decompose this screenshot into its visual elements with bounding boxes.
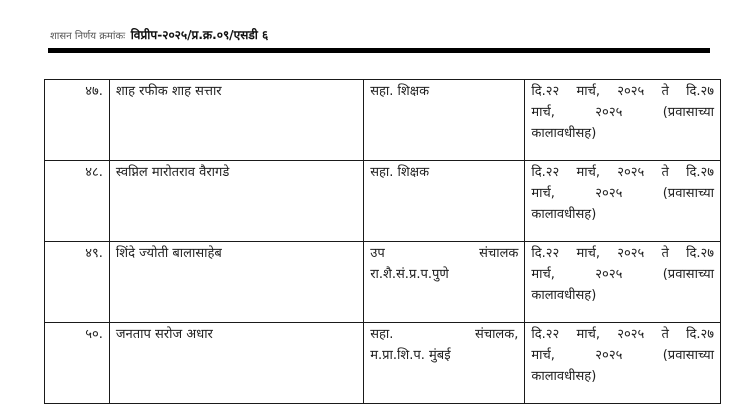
official-name: स्वप्निल मारोतराव वैरागडे xyxy=(109,161,363,242)
official-name: जनताप सरोज अधार xyxy=(109,323,363,404)
period-line: दि.२२ मार्च, २०२५ ते दि.२७ xyxy=(531,246,714,261)
document-header xyxy=(50,26,268,44)
table-row xyxy=(45,80,721,161)
resolution-number: विप्रीप-२०२५/प्र.क्र.०९/एसडी ६ xyxy=(130,28,269,42)
period-line: मार्च, २०२५ (प्रवासाच्या xyxy=(531,267,714,282)
officials-table xyxy=(44,79,721,404)
period-line: दि.२२ मार्च, २०२५ ते दि.२७ xyxy=(531,327,714,342)
table-row xyxy=(45,161,721,242)
period-line: कालावधीसह) xyxy=(531,288,597,303)
official-name: शिंदे ज्योती बालासाहेब xyxy=(109,242,363,323)
designation-line: सहा. शिक्षक xyxy=(370,84,430,99)
period xyxy=(525,161,721,242)
period-line: कालावधीसह) xyxy=(531,369,597,384)
table-row xyxy=(45,323,721,404)
period-line: मार्च, २०२५ (प्रवासाच्या xyxy=(531,348,714,363)
period-line: दि.२२ मार्च, २०२५ ते दि.२७ xyxy=(531,165,714,180)
period xyxy=(525,80,721,161)
designation xyxy=(364,80,525,161)
designation-line: म.प्रा.शि.प. मुंबई xyxy=(370,348,451,363)
designation-line: सहा. शिक्षक xyxy=(370,165,430,180)
period-line: मार्च, २०२५ (प्रवासाच्या xyxy=(531,105,714,120)
period-line: कालावधीसह) xyxy=(531,207,597,222)
designation-line: उप संचालक xyxy=(370,246,519,261)
period xyxy=(525,323,721,404)
period xyxy=(525,242,721,323)
period-line: दि.२२ मार्च, २०२५ ते दि.२७ xyxy=(531,84,714,99)
designation-line: रा.शै.सं.प्र.प.पुणे xyxy=(370,267,449,282)
designation-line: सहा. संचालक, xyxy=(370,327,519,342)
designation xyxy=(364,323,525,404)
header-divider xyxy=(48,48,710,53)
header-label: शासन निर्णय क्रमांकः xyxy=(50,31,126,42)
serial-number: ४८. xyxy=(45,161,110,242)
designation xyxy=(364,161,525,242)
period-line: कालावधीसह) xyxy=(531,126,597,141)
serial-number: ४९. xyxy=(45,242,110,323)
official-name: शाह रफीक शाह सत्तार xyxy=(109,80,363,161)
table-row xyxy=(45,242,721,323)
designation xyxy=(364,242,525,323)
serial-number: ४७. xyxy=(45,80,110,161)
period-line: मार्च, २०२५ (प्रवासाच्या xyxy=(531,186,714,201)
serial-number: ५०. xyxy=(45,323,110,404)
